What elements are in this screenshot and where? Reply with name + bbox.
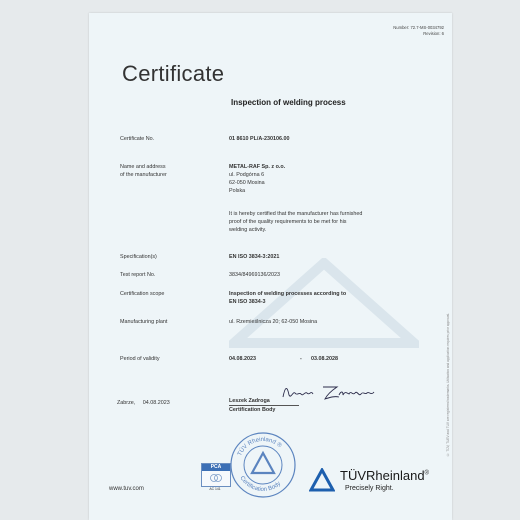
- svg-text:TÜV Rheinland ®: TÜV Rheinland ®: [237, 436, 283, 458]
- page-title: Certificate: [122, 61, 225, 86]
- value-valid-from: 04.08.2023: [229, 356, 256, 362]
- value-specification: EN ISO 3834-3:2021: [229, 254, 280, 260]
- signatory-name: Leszek Zadroga: [229, 398, 270, 404]
- revision-ref: Revision: 6: [423, 31, 444, 36]
- pca-accreditation-badge: PCA: [201, 463, 231, 487]
- label-test-report: Test report No.: [120, 272, 156, 278]
- value-certification-scope: Inspection of welding processes according to EN ISO 3834-3: [229, 291, 347, 305]
- tuv-tagline: Precisely Right.: [345, 485, 394, 492]
- tuv-certification-seal-icon: [229, 431, 297, 499]
- label-certificate-no: Certificate No.: [120, 136, 155, 142]
- tuv-triangle-logo-icon: [309, 468, 335, 492]
- validity-separator: -: [300, 356, 302, 362]
- tuv-brand-name: TÜVRheinland®: [340, 468, 429, 483]
- signatory-role: Certification Body: [229, 407, 276, 413]
- label-manufacturing-plant: Manufacturing plant: [120, 319, 168, 325]
- certificate-number-ref: Number: 72.7-MS-0034792: [393, 25, 444, 30]
- label-specification: Specification(s): [120, 254, 157, 260]
- signature-image: [279, 381, 379, 403]
- pca-emblem-icon: [209, 473, 223, 483]
- page-subtitle: Inspection of welding process: [231, 98, 346, 107]
- value-valid-to: 03.08.2028: [311, 356, 338, 362]
- certification-statement: It is hereby certified that the manufacturer has furnished proof of the quality requirements to be met for his welding activity.: [229, 211, 363, 233]
- value-manufacturing-plant: ul. Rzemieślnicza 20; 62-050 Mosina: [229, 319, 318, 325]
- label-certification-scope: Certification scope: [120, 291, 165, 297]
- trademark-side-note: © TÜV, TUEV and TUV are registered trademarks. Utilisation and application requires prior approval.: [446, 313, 450, 457]
- label-manufacturer: Name and address of the manufacturer: [120, 164, 167, 178]
- value-certificate-no: 01 8610 PL/A-230106.00: [229, 136, 290, 142]
- pca-code: AC 141: [209, 487, 221, 491]
- label-period-of-validity: Period of validity: [120, 356, 160, 362]
- value-test-report: 3834/84969136/2023: [229, 272, 280, 278]
- certificate-page: [89, 13, 452, 520]
- website-url: www.tuv.com: [109, 486, 144, 492]
- svg-text:Certification Body: Certification Body: [238, 475, 283, 494]
- place-date: Zabrze, 04.08.2023: [117, 400, 170, 406]
- value-manufacturer: METAL-RAF Sp. z o.o. ul. Podgórna 6 62-050 Mosina Polska: [229, 164, 286, 194]
